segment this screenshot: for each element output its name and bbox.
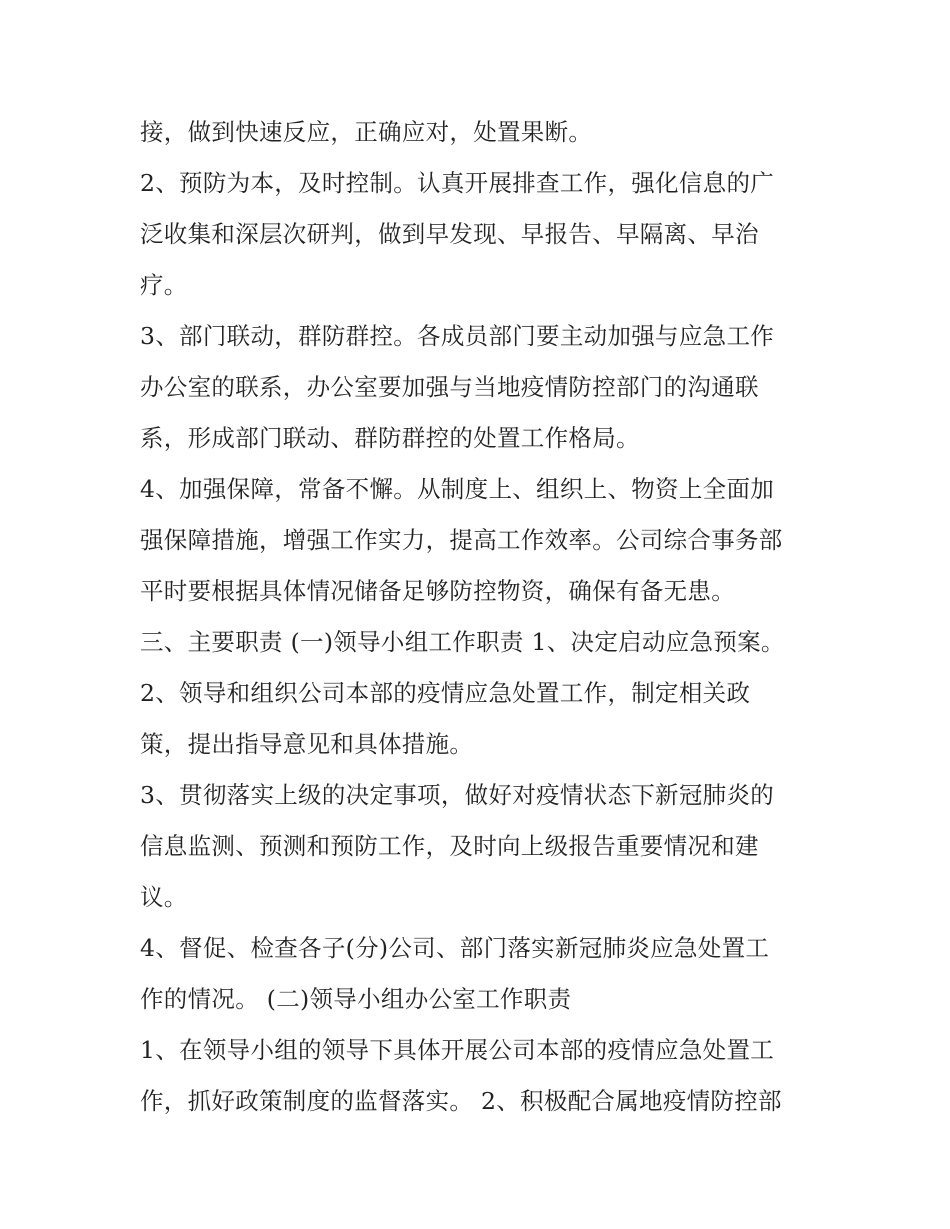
text-line: 3、贯彻落实上级的决定事项，做好对疫情状态下新冠肺炎的 xyxy=(140,781,775,809)
text-line: 三、主要职责 (一)领导小组工作职责 1、决定启动应急预案。 xyxy=(140,628,785,656)
text-line: 2、领导和组织公司本部的疫情应急处置工作，制定相关政 xyxy=(140,679,751,707)
text-line: 作的情况。 (二)领导小组办公室工作职责 xyxy=(140,985,572,1013)
text-line: 议。 xyxy=(140,883,188,911)
text-line: 4、督促、检查各子(分)公司、部门落实新冠肺炎应急处置工 xyxy=(140,934,770,962)
text-line: 接，做到快速反应，正确应对，处置果断。 xyxy=(140,118,593,146)
text-line: 1、在领导小组的领导下具体开展公司本部的疫情应急处置工 xyxy=(140,1036,775,1064)
text-line: 泛收集和深层次研判，做到早发现、早报告、早隔离、早治 xyxy=(140,220,759,248)
text-line: 系，形成部门联动、群防群控的处置工作格局。 xyxy=(140,424,640,452)
text-line: 疗。 xyxy=(140,271,188,299)
text-line: 信息监测、预测和预防工作，及时向上级报告重要情况和建 xyxy=(140,832,759,860)
text-line: 平时要根据具体情况储备足够防控物资，确保有备无患。 xyxy=(140,577,735,605)
text-line: 作，抓好政策制度的监督落实。 2、积极配合属地疫情防控部 xyxy=(140,1087,782,1115)
text-line: 4、加强保障，常备不懈。从制度上、组织上、物资上全面加 xyxy=(140,475,775,503)
text-line: 2、预防为本，及时控制。认真开展排查工作，强化信息的广 xyxy=(140,169,775,197)
text-line: 强保障措施，增强工作实力，提高工作效率。公司综合事务部 xyxy=(140,526,783,554)
document-body xyxy=(140,107,820,1127)
text-line: 办公室的联系，办公室要加强与当地疫情防控部门的沟通联 xyxy=(140,373,759,401)
text-line: 3、部门联动，群防群控。各成员部门要主动加强与应急工作 xyxy=(140,322,775,350)
text-line: 策，提出指导意见和具体措施。 xyxy=(140,730,474,758)
